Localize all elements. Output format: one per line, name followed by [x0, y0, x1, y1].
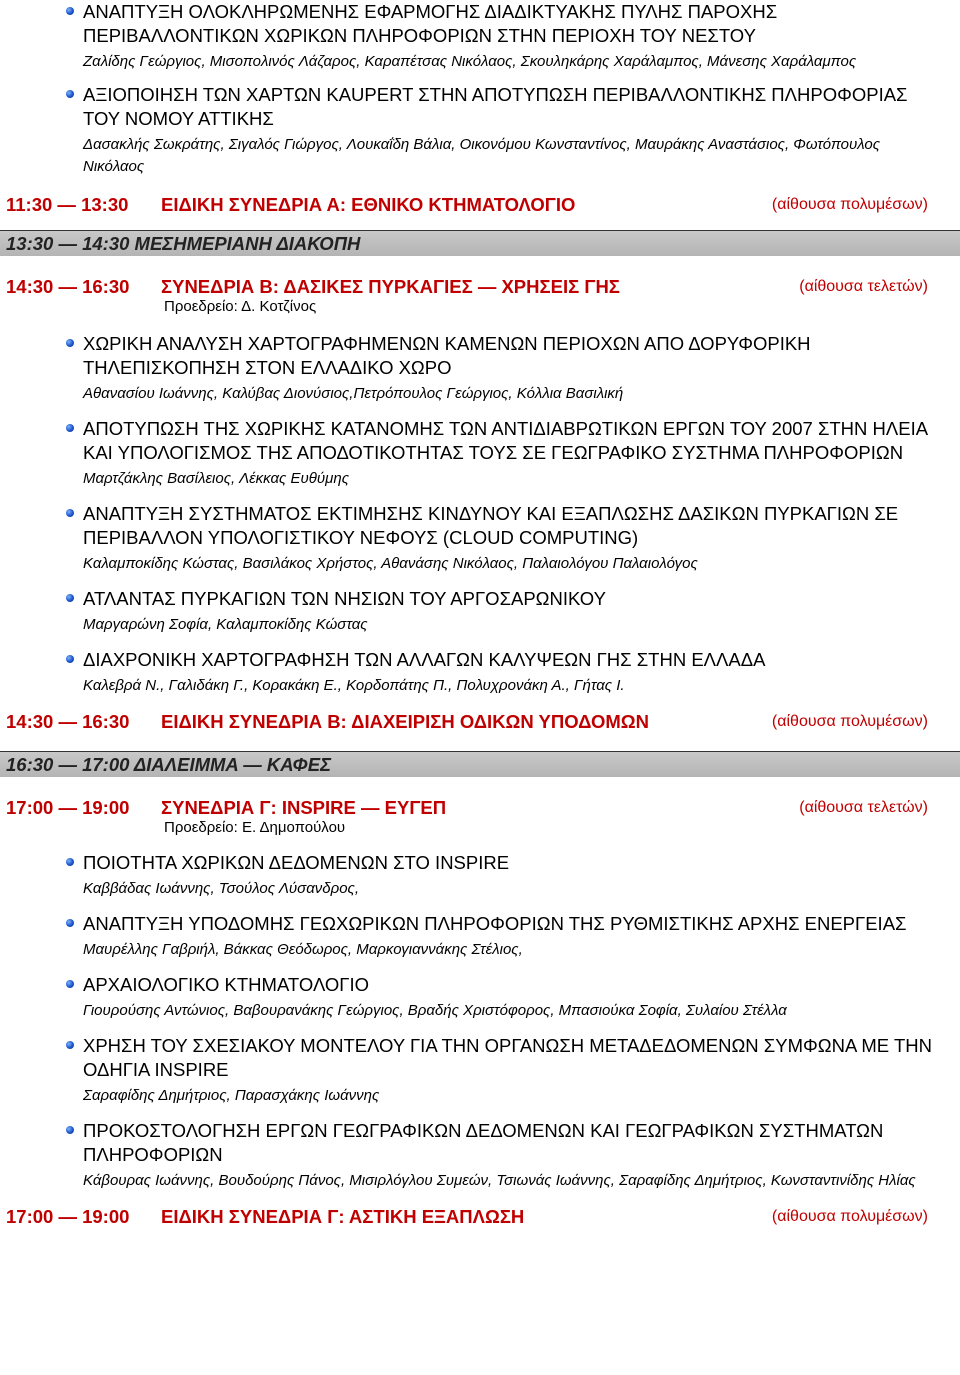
bullet-icon: [66, 980, 74, 988]
list-item: [0, 1034, 960, 1107]
list-item: [0, 973, 960, 1022]
talk-authors: Σαραφίδης Δημήτριος, Παρασχάκης Ιωάννης: [83, 1087, 380, 1104]
session-header-special-b: [0, 711, 960, 737]
bullet-icon: [66, 424, 74, 432]
session-room: (αίθουσα τελετών): [799, 799, 928, 816]
session-name: ΣΥΝΕΔΡΙΑ Β: ΔΑΣΙΚΕΣ ΠΥΡΚΑΓΙΕΣ — ΧΡΗΣΕΙΣ ΓΗΣ: [161, 276, 620, 297]
session-header-c: [0, 797, 960, 819]
session-name: ΕΙΔΙΚΗ ΣΥΝΕΔΡΙΑ Α: ΕΘΝΙΚΟ ΚΤΗΜΑΤΟΛΟΓΙΟ: [161, 194, 576, 215]
list-item: [0, 417, 960, 490]
session-header-b: [0, 276, 960, 298]
session-name: ΕΙΔΙΚΗ ΣΥΝΕΔΡΙΑ Γ: ΑΣΤΙΚΗ ΕΞΑΠΛΩΣΗ: [161, 1206, 525, 1227]
lunch-break-bar: 13:30 — 14:30 ΜΕΣΗΜΕΡΙΑΝΗ ΔΙΑΚΟΠΗ: [0, 230, 960, 256]
list-item: [0, 0, 960, 73]
session-header-special-c: [0, 1206, 960, 1232]
session-b-talks: [0, 332, 960, 697]
talk-authors: Κάβουρας Ιωάννης, Βουδούρης Πάνος, Μισιρλόγλου Συμεών, Τσιωνάς Ιωάννης, Σαραφίδης Δημήτριος, Κωνσταντινίδης Ηλίας: [83, 1172, 916, 1189]
session-name: ΕΙΔΙΚΗ ΣΥΝΕΔΡΙΑ Β: ΔΙΑΧΕΙΡΙΣΗ ΟΔΙΚΩΝ ΥΠΟΔΟΜΩΝ: [161, 711, 649, 732]
bullet-icon: [66, 90, 74, 98]
talk-authors: Δασακλής Σωκράτης, Σιγαλός Γιώργος, Λουκαΐδη Βάλια, Οικονόμου Κωνσταντίνος, Μαυράκης Αναστάσιος, Φωτόπουλος Νικόλαος: [83, 136, 881, 175]
session-time: 14:30 — 16:30: [6, 276, 130, 297]
talk-authors: Καλεβρά Ν., Γαλιδάκη Γ., Κορακάκη Ε., Κορδοπάτης Π., Πολυχρονάκη Α., Γήτας Ι.: [83, 677, 625, 694]
session-name: ΣΥΝΕΔΡΙΑ Γ: INSPIRE — ΕΥΓΕΠ: [161, 797, 447, 818]
talk-title: ΧΡΗΣΗ ΤΟΥ ΣΧΕΣΙΑΚΟΥ ΜΟΝΤΕΛΟΥ ΓΙΑ ΤΗΝ ΟΡΓΑΝΩΣΗ ΜΕΤΑΔΕΔΟΜΕΝΩΝ ΣΥΜΦΩΝΑ ΜΕ ΤΗΝ ΟΔΗΓΙΑ INSPIRE: [83, 1035, 932, 1080]
list-item: [0, 83, 960, 178]
list-item: [0, 502, 960, 575]
coffee-break-bar: 16:30 — 17:00 ΔΙΑΛΕΙΜΜΑ — ΚΑΦΕΣ: [0, 751, 960, 777]
talk-authors: Γιουρούσης Αντώνιος, Βαβουρανάκης Γεώργιος, Βραδής Χριστόφορος, Μπασιούκα Σοφία, Συλαίου Στέλλα: [83, 1002, 787, 1019]
talk-authors: Καλαμποκίδης Κώστας, Βασιλάκος Χρήστος, Αθανάσης Νικόλαος, Παλαιολόγου Παλαιολόγος: [83, 555, 698, 572]
bullet-icon: [66, 1041, 74, 1049]
talk-title: ΑΤΛΑΝΤΑΣ ΠΥΡΚΑΓΙΩΝ ΤΩΝ ΝΗΣΙΩΝ ΤΟΥ ΑΡΓΟΣΑΡΩΝΙΚΟΥ: [83, 588, 606, 609]
bullet-icon: [66, 858, 74, 866]
list-item: [0, 587, 960, 636]
talk-title: ΔΙΑΧΡΟΝΙΚΗ ΧΑΡΤΟΓΡΑΦΗΣΗ ΤΩΝ ΑΛΛΑΓΩΝ ΚΑΛΥΨΕΩΝ ΓΗΣ ΣΤΗΝ ΕΛΛΑΔΑ: [83, 649, 766, 670]
bullet-icon: [66, 1126, 74, 1134]
bullet-icon: [66, 509, 74, 517]
talk-title: ΠΡΟΚΟΣΤΟΛΟΓΗΣΗ ΕΡΓΩΝ ΓΕΩΓΡΑΦΙΚΩΝ ΔΕΔΟΜΕΝΩΝ ΚΑΙ ΓΕΩΓΡΑΦΙΚΩΝ ΣΥΣΤΗΜΑΤΩΝ ΠΛΗΡΟΦΟΡΙΩΝ: [83, 1120, 884, 1165]
talk-authors: Μαρτζάκλης Βασίλειος, Λέκκας Ευθύμης: [83, 470, 349, 487]
session-c-talks: [0, 851, 960, 1192]
session-chair: Προεδρείο: Ε. Δημοπούλου: [164, 819, 346, 836]
talk-title: ΑΝΑΠΤΥΞΗ ΟΛΟΚΛΗΡΩΜΕΝΗΣ ΕΦΑΡΜΟΓΗΣ ΔΙΑΔΙΚΤΥΑΚΗΣ ΠΥΛΗΣ ΠΑΡΟΧΗΣ ΠΕΡΙΒΑΛΛΟΝΤΙΚΩΝ ΧΩΡΙΚΩΝ ΠΛΗΡΟΦΟΡΙΩΝ ΣΤΗΝ ΠΕΡΙΟΧΗ ΤΟΥ ΝΕΣΤΟΥ: [83, 1, 778, 46]
bullet-icon: [66, 919, 74, 927]
session-time: 11:30 — 13:30: [6, 194, 129, 215]
bullet-icon: [66, 7, 74, 15]
session-header-special-a: [0, 194, 960, 220]
talk-title: ΧΩΡΙΚΗ ΑΝΑΛΥΣΗ ΧΑΡΤΟΓΡΑΦΗΜΕΝΩΝ ΚΑΜΕΝΩΝ ΠΕΡΙΟΧΩΝ ΑΠΟ ΔΟΡΥΦΟΡΙΚΗ ΤΗΛΕΠΙΣΚΟΠΗΣΗ ΣΤΟΝ ΕΛΛΑΔΙΚΟ ΧΩΡΟ: [83, 333, 811, 378]
list-item: [0, 332, 960, 405]
talk-title: ΑΝΑΠΤΥΞΗ ΥΠΟΔΟΜΗΣ ΓΕΩΧΩΡΙΚΩΝ ΠΛΗΡΟΦΟΡΙΩΝ ΤΗΣ ΡΥΘΜΙΣΤΙΚΗΣ ΑΡΧΗΣ ΕΝΕΡΓΕΙΑΣ: [83, 913, 907, 934]
list-item: [0, 648, 960, 697]
session-room: (αίθουσα πολυμέσων): [771, 1208, 928, 1225]
talk-title: ΑΠΟΤΥΠΩΣΗ ΤΗΣ ΧΩΡΙΚΗΣ ΚΑΤΑΝΟΜΗΣ ΤΩΝ ΑΝΤΙΔΙΑΒΡΩΤΙΚΩΝ ΕΡΓΩΝ ΤΟΥ 2007 ΣΤΗΝ ΗΛΕΙΑ ΚΑΙ ΥΠΟΛΟΓΙΣΜΟΣ ΤΗΣ ΑΠΟΔΟΤΙΚΟΤΗΤΑΣ ΤΟΥΣ ΣΕ ΓΕΩΓΡΑΦΙΚΟ ΣΥΣΤΗΜΑ ΠΛΗΡΟΦΟΡΙΩΝ: [83, 418, 928, 463]
session-room: (αίθουσα τελετών): [799, 278, 928, 295]
bullet-icon: [66, 655, 74, 663]
bullet-icon: [66, 339, 74, 347]
list-item: [0, 851, 960, 900]
talk-authors: Μαργαρώνη Σοφία, Καλαμποκίδης Κώστας: [83, 616, 368, 633]
talk-authors: Ζαλίδης Γεώργιος, Μισοπολινός Λάζαρος, Καραπέτσας Νικόλαος, Σκουληκάρης Χαράλαμπος, Μάνεσης Χαράλαμπος: [83, 53, 857, 70]
session-time: 17:00 — 19:00: [6, 797, 130, 818]
list-item: [0, 912, 960, 961]
talk-authors: Μαυρέλλης Γαβριήλ, Βάκκας Θεόδωρος, Μαρκογιαννάκης Στέλιος,: [83, 941, 523, 958]
session-room: (αίθουσα πολυμέσων): [771, 713, 928, 730]
session-time: 14:30 — 16:30: [6, 711, 130, 732]
session-chair: Προεδρείο: Δ. Κοτζίνος: [164, 298, 317, 315]
session-room: (αίθουσα πολυμέσων): [771, 196, 928, 213]
talk-authors: Καββάδας Ιωάννης, Τσούλος Λύσανδρος,: [83, 880, 360, 897]
talk-title: ΠΟΙΟΤΗΤΑ ΧΩΡΙΚΩΝ ΔΕΔΟΜΕΝΩΝ ΣΤΟ INSPIRE: [83, 852, 510, 873]
top-talks: [0, 0, 960, 178]
talk-title: ΑΞΙΟΠΟΙΗΣΗ ΤΩΝ ΧΑΡΤΩΝ KAUPERT ΣΤΗΝ ΑΠΟΤΥΠΩΣΗ ΠΕΡΙΒΑΛΛΟΝΤΙΚΗΣ ΠΛΗΡΟΦΟΡΙΑΣ ΤΟΥ ΝΟΜΟΥ ΑΤΤΙΚΗΣ: [83, 84, 908, 129]
talk-authors: Αθανασίου Ιωάννης, Καλύβας Διονύσιος,Πετρόπουλος Γεώργιος, Κόλλια Βασιλική: [83, 385, 624, 402]
session-time: 17:00 — 19:00: [6, 1206, 130, 1227]
talk-title: ΑΡΧΑΙΟΛΟΓΙΚΟ ΚΤΗΜΑΤΟΛΟΓΙΟ: [83, 974, 370, 995]
list-item: [0, 1119, 960, 1192]
bullet-icon: [66, 594, 74, 602]
talk-title: ΑΝΑΠΤΥΞΗ ΣΥΣΤΗΜΑΤΟΣ ΕΚΤΙΜΗΣΗΣ ΚΙΝΔΥΝΟΥ ΚΑΙ ΕΞΑΠΛΩΣΗΣ ΔΑΣΙΚΩΝ ΠΥΡΚΑΓΙΩΝ ΣΕ ΠΕΡΙΒΑΛΛΟΝ ΥΠΟΛΟΓΙΣΤΙΚΟΥ ΝΕΦΟΥΣ (CLOUD COMPUTING): [83, 503, 899, 548]
